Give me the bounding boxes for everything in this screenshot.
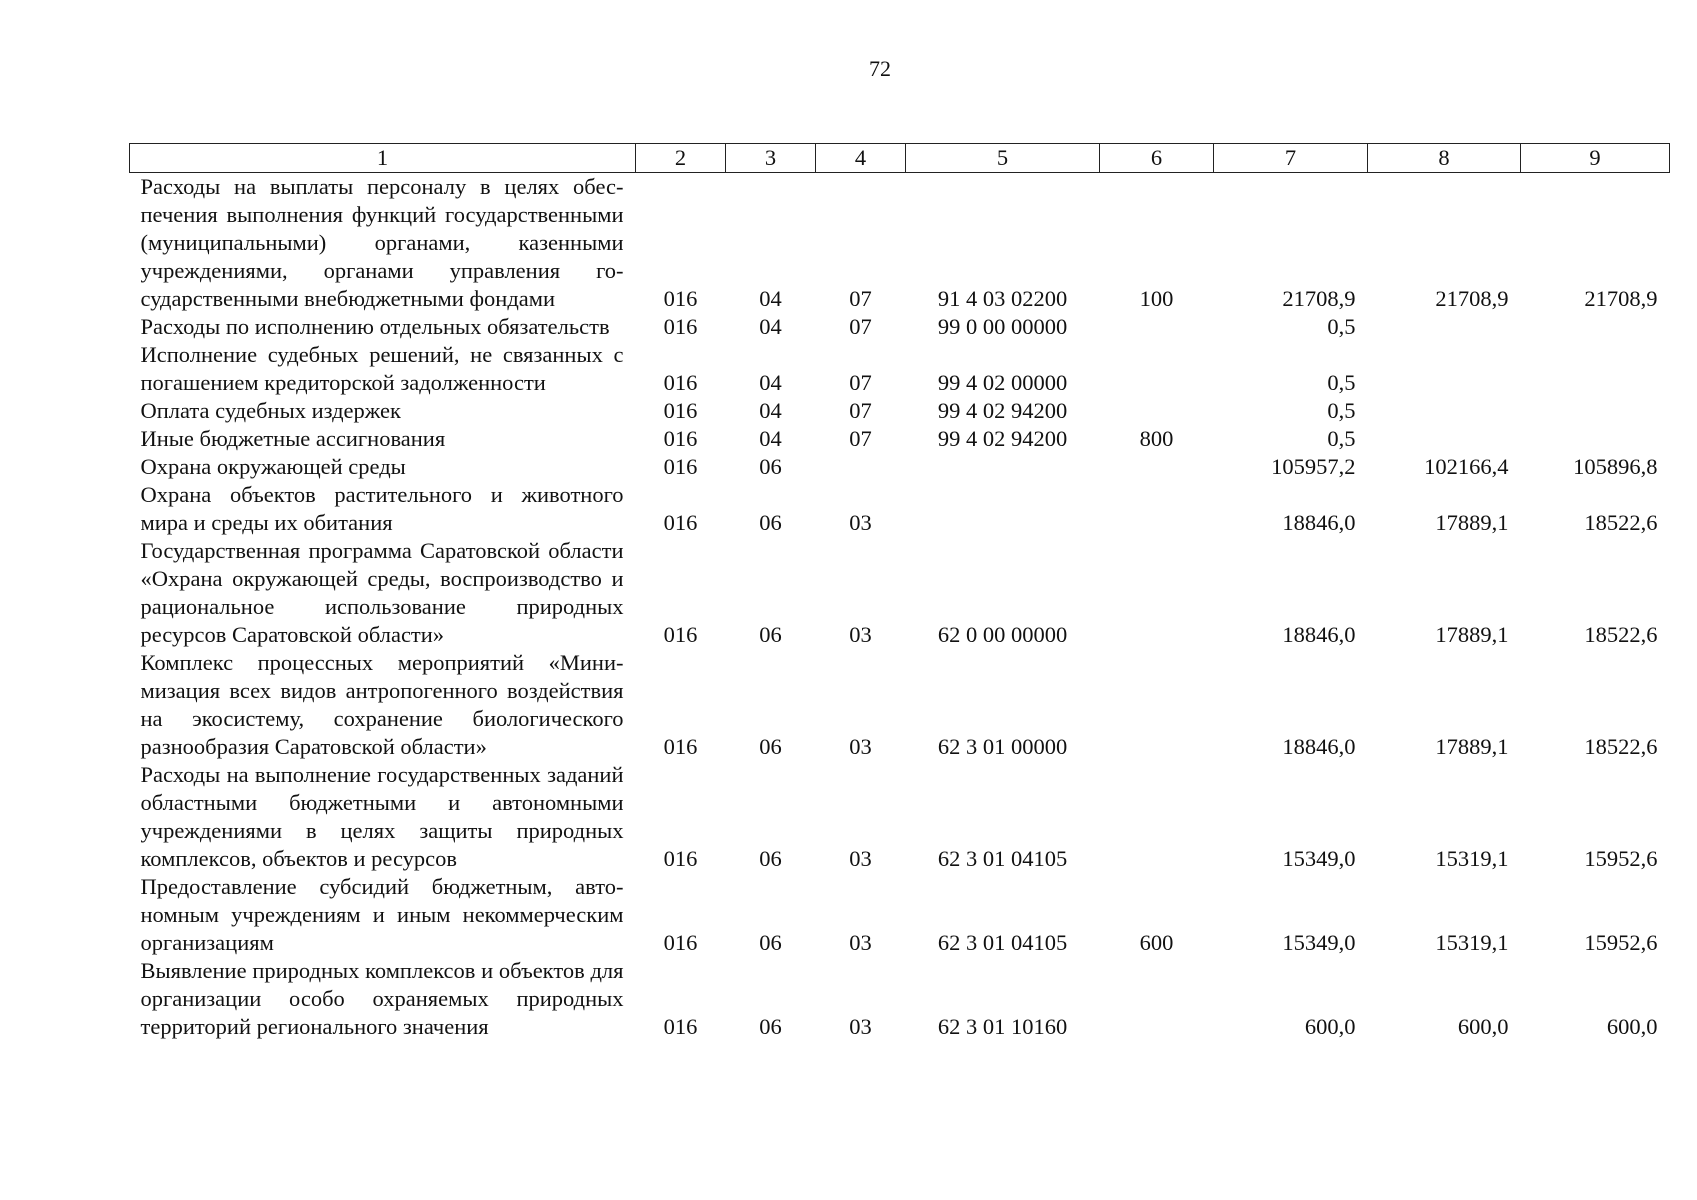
row-amount-col8	[1368, 425, 1521, 453]
row-section-code: 04	[759, 286, 782, 311]
row-admin-code: 016	[663, 510, 698, 535]
row-name: Расходы по исполнению отдельных обязательств	[140, 314, 610, 339]
row-name: Расходы на выплаты персоналу в целях обеспечения выполнения функций государственными (муниципальными) органами, казенными учреждениями, органами управления государственными внебюджетными фондами	[140, 174, 624, 311]
row-admin-code: 016	[663, 930, 698, 955]
row-expense-type	[1100, 313, 1214, 341]
table-row	[130, 341, 1670, 397]
row-target-article: 62 3 01 04105	[937, 846, 1068, 871]
row-amount-col7: 18846,0	[1282, 510, 1356, 535]
row-subsection-code: 07	[849, 398, 872, 423]
table-header	[130, 144, 1670, 173]
row-subsection-code: 03	[849, 510, 872, 535]
table-row	[130, 425, 1670, 453]
row-subsection-code: 07	[849, 370, 872, 395]
row-expense-type	[1100, 397, 1214, 425]
row-subsection-code: 03	[849, 930, 872, 955]
row-admin-code: 016	[663, 846, 698, 871]
row-section-code: 04	[759, 426, 782, 451]
row-amount-col7: 21708,9	[1282, 286, 1356, 311]
row-admin-code: 016	[663, 1014, 698, 1039]
row-subsection-code: 07	[849, 426, 872, 451]
row-amount-col8: 600,0	[1457, 1014, 1509, 1039]
row-admin-code: 016	[663, 286, 698, 311]
row-amount-col7: 0,5	[1327, 314, 1356, 339]
table-row	[130, 453, 1670, 481]
row-subsection-code	[816, 453, 906, 481]
column-header-4: 4	[816, 144, 906, 173]
table-row	[130, 761, 1670, 873]
column-header-1: 1	[130, 144, 636, 173]
row-subsection-code: 03	[849, 846, 872, 871]
row-target-article: 62 0 00 00000	[937, 622, 1068, 647]
row-expense-type	[1100, 537, 1214, 649]
header-row	[130, 144, 1670, 173]
row-expense-type	[1100, 341, 1214, 397]
row-amount-col8: 102166,4	[1424, 454, 1509, 479]
table-row	[130, 173, 1670, 314]
row-amount-col8: 15319,1	[1435, 846, 1509, 871]
row-amount-col7: 15349,0	[1282, 930, 1356, 955]
column-header-8: 8	[1368, 144, 1521, 173]
row-amount-col7: 18846,0	[1282, 622, 1356, 647]
row-amount-col8: 17889,1	[1435, 622, 1509, 647]
table-row	[130, 537, 1670, 649]
row-subsection-code: 03	[849, 734, 872, 759]
row-amount-col9	[1521, 341, 1670, 397]
row-amount-col9: 105896,8	[1573, 454, 1658, 479]
table-body	[130, 173, 1670, 1042]
table-row	[130, 873, 1670, 957]
row-target-article: 99 4 02 00000	[937, 370, 1068, 395]
page-number: 72	[869, 56, 891, 81]
table-row	[130, 481, 1670, 537]
row-amount-col8: 21708,9	[1435, 286, 1509, 311]
row-target-article: 99 4 02 94200	[937, 398, 1068, 423]
row-amount-col8: 15319,1	[1435, 930, 1509, 955]
table-row	[130, 313, 1670, 341]
row-amount-col8: 17889,1	[1435, 734, 1509, 759]
row-admin-code: 016	[663, 314, 698, 339]
row-subsection-code: 07	[849, 314, 872, 339]
row-amount-col7: 0,5	[1327, 426, 1356, 451]
row-admin-code: 016	[663, 734, 698, 759]
row-target-article: 99 4 02 94200	[937, 426, 1068, 451]
row-name: Государственная программа Саратовской области «Охрана окружающей среды, воспроизводство и рациональное использование природных ресурсов Саратовской области»	[140, 538, 624, 647]
row-expense-type: 800	[1139, 426, 1174, 451]
row-amount-col9: 21708,9	[1584, 286, 1658, 311]
row-amount-col7: 105957,2	[1271, 454, 1356, 479]
row-section-code: 06	[759, 510, 782, 535]
row-target-article	[906, 481, 1100, 537]
row-subsection-code: 03	[849, 1014, 872, 1039]
row-amount-col7: 15349,0	[1282, 846, 1356, 871]
row-name: Комплекс процессных мероприятий «Минимизация всех видов антропогенного воздействия на экосистему, сохранение биологического разнообразия Саратовской области»	[140, 650, 624, 759]
row-target-article: 91 4 03 02200	[937, 286, 1068, 311]
row-expense-type	[1100, 761, 1214, 873]
row-target-article	[906, 453, 1100, 481]
row-section-code: 06	[759, 846, 782, 871]
row-admin-code: 016	[663, 398, 698, 423]
row-admin-code: 016	[663, 370, 698, 395]
column-header-6: 6	[1100, 144, 1214, 173]
row-amount-col7: 0,5	[1327, 370, 1356, 395]
row-section-code: 04	[759, 370, 782, 395]
row-section-code: 04	[759, 314, 782, 339]
row-expense-type	[1100, 957, 1214, 1041]
row-target-article: 99 0 00 00000	[937, 314, 1068, 339]
row-name: Иные бюджетные ассигнования	[140, 426, 446, 451]
row-amount-col8	[1368, 341, 1521, 397]
row-expense-type	[1100, 481, 1214, 537]
row-name: Выявление природных комплексов и объектов для организации особо охраняемых природных территорий регионального значения	[140, 958, 624, 1039]
row-admin-code: 016	[663, 622, 698, 647]
table-row	[130, 397, 1670, 425]
row-amount-col9	[1521, 425, 1670, 453]
row-amount-col8	[1368, 313, 1521, 341]
row-target-article: 62 3 01 04105	[937, 930, 1068, 955]
row-amount-col8	[1368, 397, 1521, 425]
row-amount-col9: 600,0	[1606, 1014, 1658, 1039]
row-amount-col9: 15952,6	[1584, 846, 1658, 871]
row-section-code: 06	[759, 1014, 782, 1039]
row-expense-type	[1100, 453, 1214, 481]
row-amount-col7: 18846,0	[1282, 734, 1356, 759]
column-header-9: 9	[1521, 144, 1670, 173]
row-expense-type: 600	[1139, 930, 1174, 955]
row-name: Расходы на выполнение государственных заданий областными бюджетными и автономными учреждениями в целях защиты природных комплексов, объектов и ресурсов	[140, 762, 624, 871]
row-target-article: 62 3 01 00000	[937, 734, 1068, 759]
row-amount-col9: 18522,6	[1584, 510, 1658, 535]
row-name: Охрана окружающей среды	[140, 454, 406, 479]
row-amount-col7: 0,5	[1327, 398, 1356, 423]
column-header-2: 2	[636, 144, 726, 173]
row-name: Оплата судебных издержек	[140, 398, 401, 423]
table-row	[130, 957, 1670, 1041]
column-header-3: 3	[726, 144, 816, 173]
row-amount-col9	[1521, 397, 1670, 425]
row-amount-col9: 15952,6	[1584, 930, 1658, 955]
row-admin-code: 016	[663, 454, 698, 479]
row-section-code: 06	[759, 454, 782, 479]
row-subsection-code: 07	[849, 286, 872, 311]
row-name: Исполнение судебных решений, не связанных с погашением кредиторской задолженности	[140, 342, 624, 395]
row-amount-col8: 17889,1	[1435, 510, 1509, 535]
row-name: Предоставление субсидий бюджетным, автономным учреждениям и иным некоммерческим организациям	[140, 874, 624, 955]
row-amount-col9: 18522,6	[1584, 622, 1658, 647]
row-expense-type: 100	[1139, 286, 1174, 311]
row-name: Охрана объектов растительного и животного мира и среды их обитания	[140, 482, 624, 535]
row-section-code: 06	[759, 734, 782, 759]
table-row	[130, 649, 1670, 761]
row-expense-type	[1100, 649, 1214, 761]
row-section-code: 06	[759, 622, 782, 647]
row-amount-col9: 18522,6	[1584, 734, 1658, 759]
row-section-code: 06	[759, 930, 782, 955]
column-header-7: 7	[1214, 144, 1368, 173]
row-admin-code: 016	[663, 426, 698, 451]
row-subsection-code: 03	[849, 622, 872, 647]
row-amount-col7: 600,0	[1304, 1014, 1356, 1039]
budget-table	[129, 143, 1670, 1041]
row-amount-col9	[1521, 313, 1670, 341]
row-target-article: 62 3 01 10160	[937, 1014, 1068, 1039]
column-header-5: 5	[906, 144, 1100, 173]
row-section-code: 04	[759, 398, 782, 423]
